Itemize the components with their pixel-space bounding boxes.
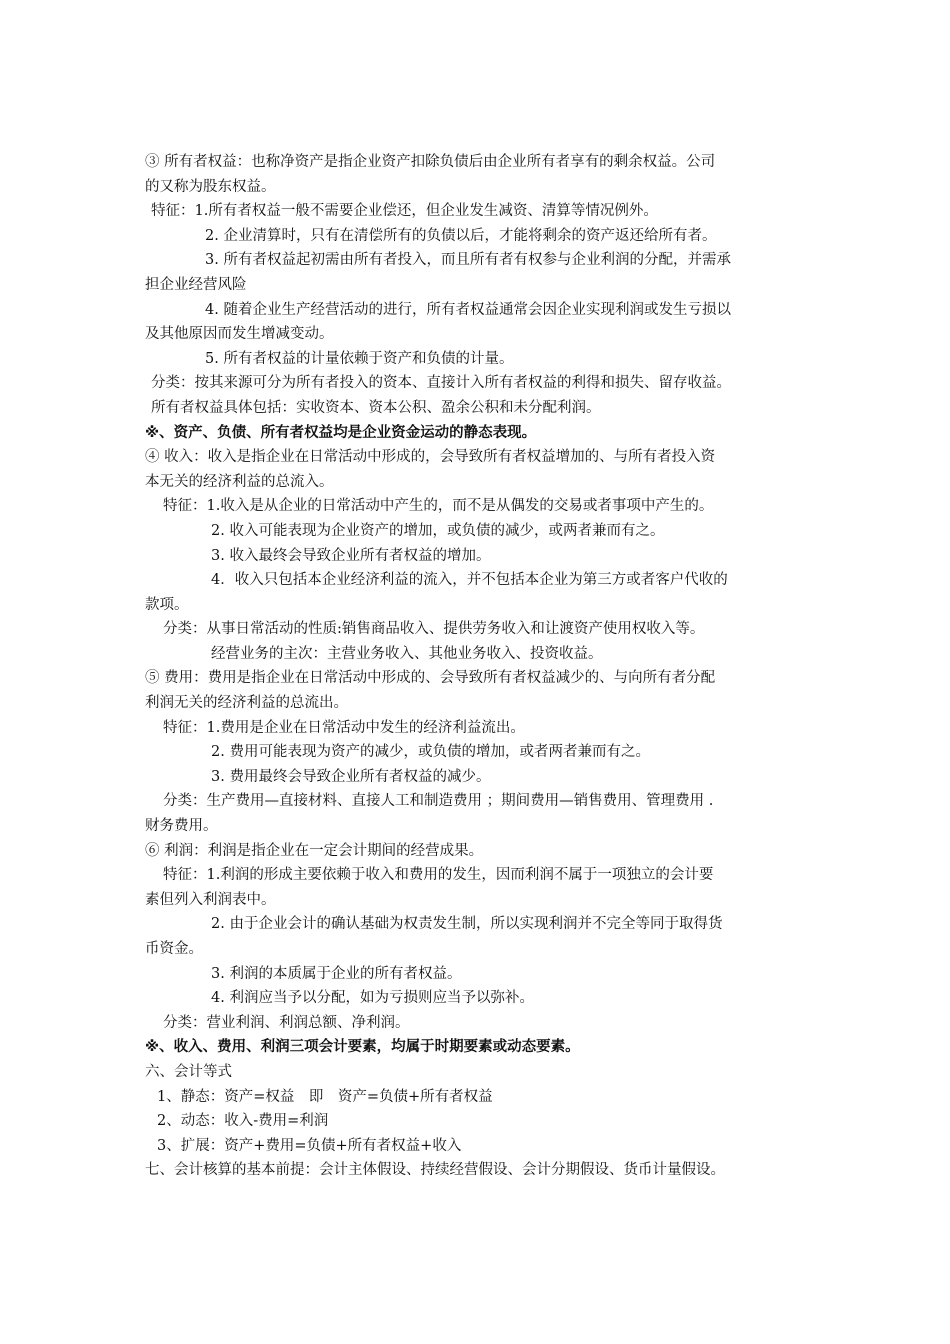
expense-definition: ⑤ 费用：费用是指企业在日常活动中形成的、会导致所有者权益减少的、与向所有者分配	[145, 670, 716, 687]
revenue-feature-1: 特征：1.收入是从企业的日常活动中产生的，而不是从偶发的交易或者事项中产生的。	[163, 498, 714, 515]
owners-equity-feature-5: 5. 所有者权益的计量依赖于资产和负债的计量。	[205, 350, 514, 367]
document-page	[145, 150, 820, 1183]
expense-feature-1: 特征：1.费用是企业在日常活动中发生的经济利益流出。	[163, 719, 525, 736]
expense-definition-cont: 利润无关的经济利益的总流出。	[145, 695, 348, 712]
profit-feature-2: 2. 由于企业会计的确认基础为权责发生制，所以实现利润并不完全等同于取得货	[211, 916, 723, 933]
revenue-classification: 分类：从事日常活动的性质:销售商品收入、提供劳务收入和让渡资产使用权收入等。	[163, 621, 705, 638]
equation-extended: 3、扩展：资产+费用=负债+所有者权益+收入	[157, 1137, 462, 1154]
revenue-feature-4-cont: 款项。	[145, 596, 189, 613]
profit-feature-1: 特征：1.利润的形成主要依赖于收入和费用的发生，因而利润不属于一项独立的会计要	[163, 867, 714, 884]
dynamic-elements-note: ※、收入、费用、利润三项会计要素，均属于时期要素或动态要素。	[145, 1039, 580, 1056]
revenue-feature-4: 4．收入只包括本企业经济利益的流入，并不包括本企业为第三方或者客户代收的	[211, 572, 728, 589]
expense-feature-2: 2. 费用可能表现为资产的减少，或负债的增加，或者两者兼而有之。	[211, 744, 650, 761]
revenue-classification-2: 经营业务的主次：主营业务收入、其他业务收入、投资收益。	[211, 645, 603, 662]
revenue-definition: ④ 收入：收入是指企业在日常活动中形成的，会导致所有者权益增加的、与所有者投入资	[145, 449, 716, 466]
profit-classification: 分类：营业利润、利润总额、净利润。	[163, 1014, 410, 1031]
section-basic-assumptions: 七、会计核算的基本前提：会计主体假设、持续经营假设、会计分期假设、货币计量假设。	[145, 1162, 725, 1179]
profit-feature-2-cont: 币资金。	[145, 941, 203, 957]
revenue-feature-3: 3. 收入最终会导致企业所有者权益的增加。	[211, 547, 491, 564]
equation-static: 1、静态：资产=权益 即 资产=负债+所有者权益	[157, 1088, 493, 1105]
owners-equity-definition-cont: 的又称为股东权益。	[145, 178, 276, 195]
expense-classification-cont: 财务费用。	[145, 818, 218, 835]
owners-equity-definition: ③ 所有者权益：也称净资产是指企业资产扣除负债后由企业所有者享有的剩余权益。公司	[145, 154, 716, 170]
revenue-feature-2: 2. 收入可能表现为企业资产的增加，或负债的减少，或两者兼而有之。	[211, 522, 665, 539]
expense-feature-3: 3. 费用最终会导致企业所有者权益的减少。	[211, 768, 491, 785]
owners-equity-feature-4: 4. 随着企业生产经营活动的进行，所有者权益通常会因企业实现利润或发生亏损以	[205, 301, 731, 318]
expense-classification: 分类：生产费用—直接材料、直接人工和制造费用 ；期间费用—销售费用、管理费用 .	[163, 793, 714, 810]
owners-equity-feature-3: 3. 所有者权益起初需由所有者投入，而且所有者有权参与企业利润的分配，并需承	[205, 252, 731, 269]
profit-feature-1-cont: 素但列入利润表中。	[145, 891, 276, 908]
profit-definition: ⑥ 利润：利润是指企业在一定会计期间的经营成果。	[145, 842, 484, 859]
owners-equity-feature-1: 特征：1.所有者权益一般不需要企业偿还，但企业发生减资、清算等情况例外。	[151, 203, 658, 220]
section-accounting-equation: 六、会计等式	[145, 1063, 232, 1080]
owners-equity-feature-3-cont: 担企业经营风险	[145, 276, 247, 293]
equation-dynamic: 2、动态：收入-费用=利润	[157, 1113, 329, 1130]
owners-equity-feature-2: 2. 企业清算时，只有在清偿所有的负债以后，才能将剩余的资产返还给所有者。	[205, 227, 717, 244]
static-elements-note: ※、资产、负债、所有者权益均是企业资金运动的静态表现。	[145, 424, 537, 441]
owners-equity-feature-4-cont: 及其他原因而发生增减变动。	[145, 326, 334, 343]
profit-feature-4: 4. 利润应当予以分配，如为亏损则应当予以弥补。	[211, 990, 534, 1007]
owners-equity-classification: 分类：按其来源可分为所有者投入的资本、直接计入所有者权益的利得和损失、留存收益。	[151, 375, 731, 392]
revenue-definition-cont: 本无关的经济利益的总流入。	[145, 473, 334, 490]
profit-feature-3: 3. 利润的本质属于企业的所有者权益。	[211, 965, 462, 982]
owners-equity-components: 所有者权益具体包括：实收资本、资本公积、盈余公积和未分配利润。	[151, 399, 601, 416]
